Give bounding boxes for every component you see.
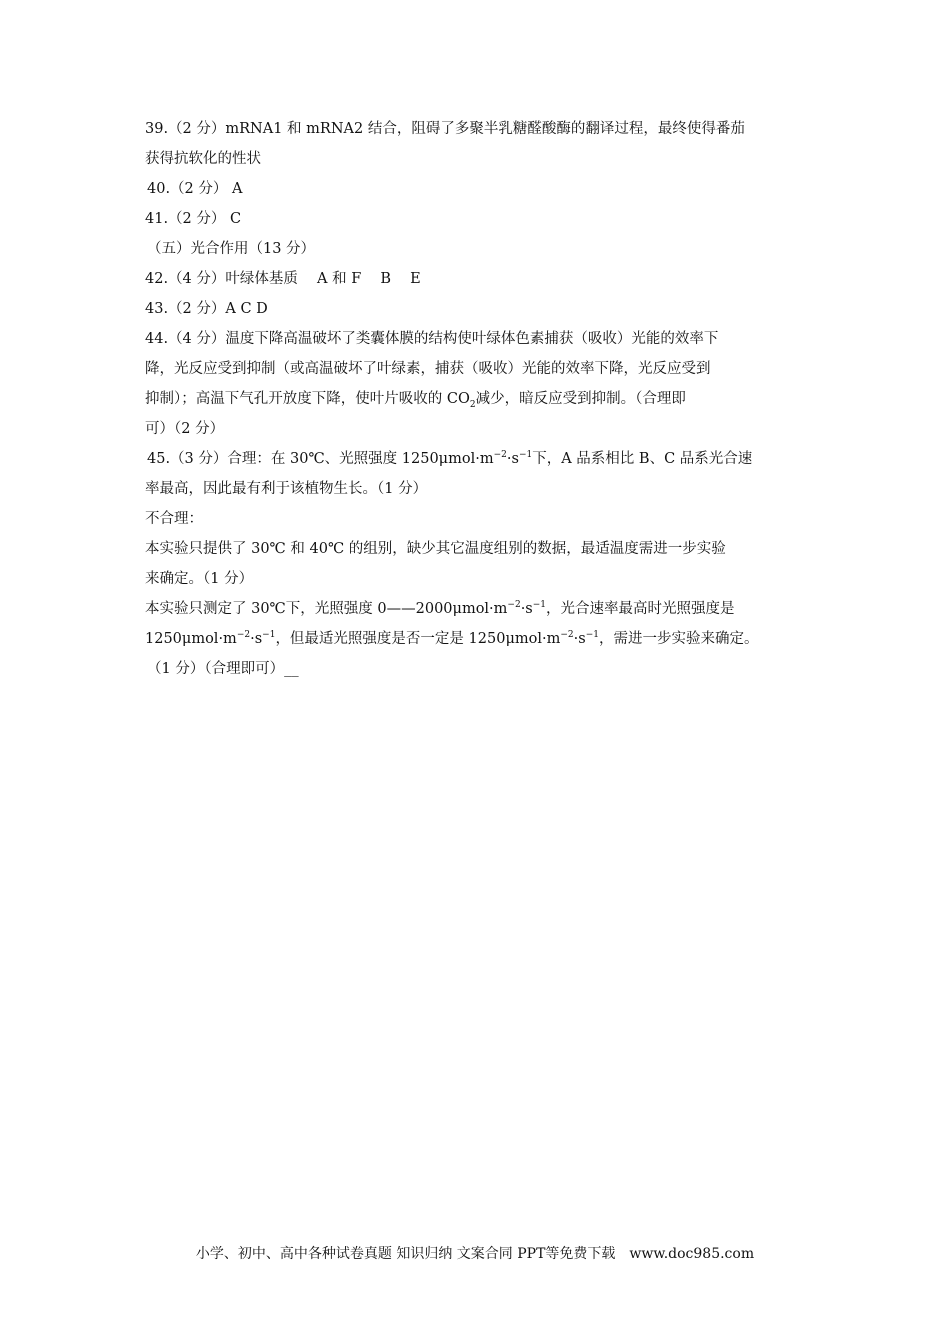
answer-44-line-3-text-a: 抑制）；高温下气孔开放度下降，使叶片吸收的 CO — [145, 391, 470, 407]
section-heading-photosynthesis: （五）光合作用（13 分） — [147, 241, 316, 257]
unit-exponent: −2 — [560, 630, 574, 641]
unit-exponent: −2 — [493, 450, 507, 461]
answer-40: 40.（2 分） A — [147, 181, 243, 197]
answer-44-line-1: 44.（4 分）温度下降高温破坏了类囊体膜的结构使叶绿体色素捕获（吸收）光能的效率下 — [145, 331, 719, 347]
answer-45-line-1-text-b: ·s — [506, 451, 519, 467]
unit-exponent: −1 — [518, 450, 533, 461]
answer-45-line-2: 率最高，因此最有利于该植物生长。（1 分） — [145, 481, 428, 497]
answer-41: 41.（2 分） C — [145, 211, 242, 227]
reason-2-line-3: （1 分）（合理即可）__ — [147, 661, 299, 677]
answer-43: 43.（2 分）A C D — [145, 301, 268, 317]
answer-39-line-2: 获得抗软化的性状 — [145, 151, 261, 167]
unit-exponent: −1 — [262, 630, 276, 641]
reason-2-line-1-text-a: 本实验只测定了 30℃下，光照强度 0——2000μmol·m — [145, 601, 508, 617]
answer-39-line-1: 39.（2 分）mRNA1 和 mRNA2 结合，阻碍了多聚半乳糖醛酸酶的翻译过程，最终使得番茄 — [145, 121, 745, 137]
reason-2-line-2 — [145, 624, 807, 654]
answer-45-line-1 — [145, 444, 807, 474]
co2-subscript: 2 — [469, 399, 476, 410]
reason-2-line-2-text-e: ，需进一步实验来确定。 — [598, 631, 759, 647]
answer-42: 42.（4 分）叶绿体基质 A 和 F B E — [145, 271, 421, 287]
page-footer: 小学、初中、高中各种试卷真题 知识归纳 文案合同 PPT等免费下载 www.doc985.com — [195, 1246, 755, 1262]
reason-1-line-1: 本实验只提供了 30℃ 和 40℃ 的组别，缺少其它温度组别的数据，最适温度需进一步实验 — [145, 541, 726, 557]
reason-2-line-2-text-b: ·s — [250, 631, 263, 647]
answer-44-line-3 — [145, 384, 807, 414]
answer-content — [145, 114, 807, 684]
answer-44-line-4: 可）（2 分） — [145, 421, 225, 437]
reason-2-line-1-text-c: ，光合速率最高时光照强度是 — [546, 601, 735, 617]
reason-1-line-2: 来确定。（1 分） — [145, 571, 254, 587]
unit-exponent: −1 — [585, 630, 599, 641]
reason-2-line-2-text-c: ，但最适光照强度是否一定是 1250μmol·m — [275, 631, 561, 647]
reason-2-line-2-text-d: ·s — [573, 631, 586, 647]
unit-exponent: −1 — [532, 600, 547, 611]
answer-44-line-3-text-b: 减少，暗反应受到抑制。（合理即 — [475, 391, 686, 407]
unit-exponent: −2 — [236, 630, 251, 641]
answer-44-line-2: 降，光反应受到抑制（或高温破坏了叶绿素，捕获（吸收）光能的效率下降，光反应受到 — [145, 361, 711, 377]
reason-2-line-1 — [145, 594, 807, 624]
unit-exponent: −2 — [507, 600, 521, 611]
reason-2-line-2-text-a: 1250μmol·m — [145, 631, 237, 647]
answer-45-line-1-text-a: 45.（3 分）合理：在 30℃、光照强度 1250μmol·m — [147, 451, 494, 467]
reason-2-line-1-text-b: ·s — [520, 601, 533, 617]
answer-45-line-1-text-c: 下，A 品系相比 B、C 品系光合速 — [532, 451, 753, 467]
unreasonable-label: 不合理： — [145, 511, 203, 527]
